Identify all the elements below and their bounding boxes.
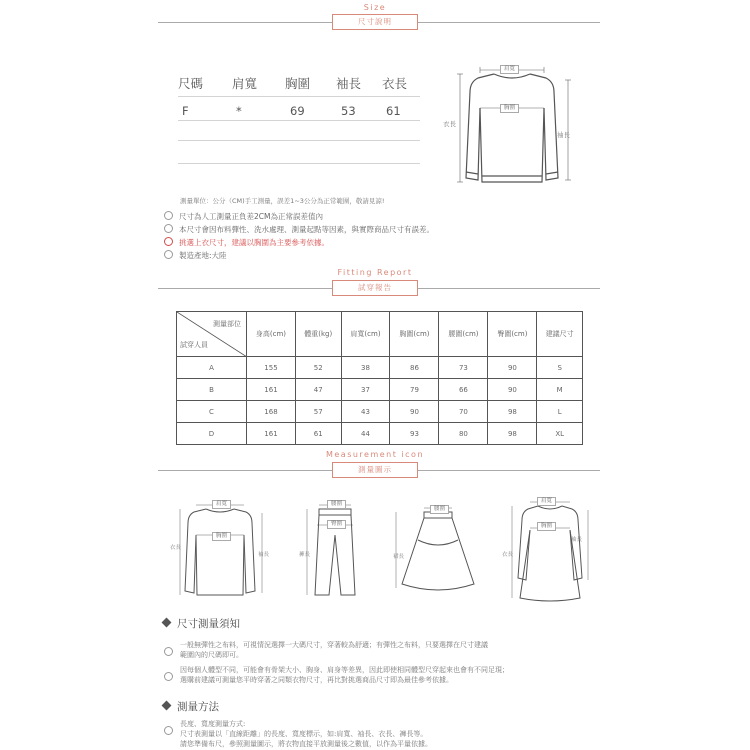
- size-header-sleeve: 袖長: [336, 76, 362, 91]
- pants-label-length: 褲長: [299, 552, 311, 558]
- circle-bullet-icon: [164, 224, 173, 233]
- size-header-length: 衣長: [382, 76, 408, 91]
- size-header-chest: 胸圍: [285, 76, 311, 91]
- dress-label-chest: 胸圍: [537, 522, 556, 531]
- tips-title: 尺寸測量須知: [163, 616, 240, 631]
- top-label-length: 衣長: [170, 545, 182, 551]
- unit-note: 測量單位：公分（CM)手工測量，誤差1~3公分為正常範圍，敬請見諒!: [180, 197, 385, 205]
- tip-paragraph: 因每個人體型不同，可能會有骨架大小、胸身、肩身等差異，因此即使相同體型尺穿起來也會有不同足現； 選購前建議可測量您平時穿著之同類衣物尺寸，再比對挑選商品尺寸即為最佳參考依據。: [180, 666, 509, 684]
- size-header-shoulder: 肩寬: [232, 76, 258, 91]
- fitting-section-title: 試穿報告: [332, 280, 418, 296]
- diagram-label-length: 衣長: [443, 120, 456, 128]
- circle-bullet-icon: [164, 237, 173, 246]
- table-row: B 161 47 37 79 66 90 M: [177, 379, 583, 401]
- skirt-label-length: 裙長: [393, 554, 405, 560]
- note-item-highlight: 挑選上衣尺寸，建議以胸圍為主要參考依據。: [164, 237, 329, 248]
- dress-outline-icon: [500, 492, 600, 602]
- table-corner-cell: 測量部位 試穿人員: [177, 312, 247, 357]
- top-label-shoulder: 肩寬: [212, 500, 231, 509]
- sweater-outline-icon: [442, 58, 602, 198]
- size-value-shoulder: *: [236, 104, 242, 118]
- skirt-outline-icon: [388, 500, 488, 600]
- size-value-size: F: [182, 104, 189, 118]
- column-header: 身高(cm): [247, 312, 296, 357]
- top-label-sleeve: 袖長: [258, 552, 270, 558]
- circle-bullet-icon: [164, 211, 173, 220]
- size-value-sleeve: 53: [341, 104, 356, 118]
- skirt-label-waist: 腰圍: [430, 505, 449, 514]
- top-label-chest: 胸圍: [212, 532, 231, 541]
- diamond-bullet-icon: [162, 701, 172, 711]
- fitting-table: [176, 311, 583, 445]
- diagram-label-chest: 胸圍: [500, 104, 519, 113]
- fitting-section-en-title: Fitting Report: [337, 268, 413, 277]
- circle-bullet-icon: [164, 665, 179, 684]
- size-header-size: 尺碼: [178, 76, 204, 91]
- table-row: C 168 57 43 90 70 98 L: [177, 401, 583, 423]
- table-row: A 155 52 38 86 73 90 S: [177, 357, 583, 379]
- tip-paragraph: 一般無彈性之布料，可視情況選擇一大碼尺寸，穿著較為舒適；有彈性之布料，只要選擇在尺寸建議 範圍內的尺碼即可。: [180, 641, 488, 659]
- method-paragraph: 長度、寬度測量方式: 尺寸表測量以「直線距離」的長度、寬度標示，如:肩寬、袖長、衣長、褲長等。 請您準備布尺，參照測量圖示，將衣物直接平放測量後之數值，以作為平量依據。: [180, 720, 432, 748]
- size-value-length: 61: [386, 104, 401, 118]
- pants-label-waist: 腰圍: [327, 500, 346, 509]
- column-header: 建議尺寸: [537, 312, 583, 357]
- dress-label-length: 衣長: [502, 552, 514, 558]
- diagram-label-shoulder: 肩寬: [500, 65, 519, 74]
- table-row: D 161 61 44 93 80 98 XL: [177, 423, 583, 445]
- note-item: 尺寸為人工測量正負差2CM為正常誤差值內: [164, 211, 323, 222]
- circle-bullet-icon: [164, 719, 179, 738]
- column-header: 胸圍(cm): [390, 312, 439, 357]
- measurement-section-title: 測量圖示: [332, 462, 418, 478]
- column-header: 體重(kg): [295, 312, 341, 357]
- pants-label-hip: 臀圍: [327, 520, 346, 529]
- size-value-chest: 69: [290, 104, 305, 118]
- circle-bullet-icon: [164, 640, 179, 659]
- note-item: 本尺寸會因布料彈性、洗水處理、測量起點等因素，與實際商品尺寸有誤差。: [164, 224, 434, 235]
- dress-label-sleeve: 袖長: [571, 537, 583, 543]
- diamond-bullet-icon: [162, 618, 172, 628]
- column-header: 肩寬(cm): [341, 312, 390, 357]
- method-title: 測量方法: [163, 699, 219, 714]
- column-header: 腰圍(cm): [439, 312, 488, 357]
- dress-label-shoulder: 肩寬: [537, 497, 556, 506]
- size-section-title: 尺寸說明: [332, 14, 418, 30]
- measurement-section-en-title: Measurement icon: [325, 450, 425, 459]
- diagram-label-sleeve: 袖長: [557, 131, 570, 139]
- column-header: 臀圍(cm): [488, 312, 537, 357]
- circle-bullet-icon: [164, 250, 173, 259]
- note-item: 製造產地:大陸: [164, 250, 227, 261]
- top-outline-icon: [170, 495, 270, 605]
- table-header-row: [177, 312, 583, 357]
- size-section-en-title: Size: [363, 3, 387, 12]
